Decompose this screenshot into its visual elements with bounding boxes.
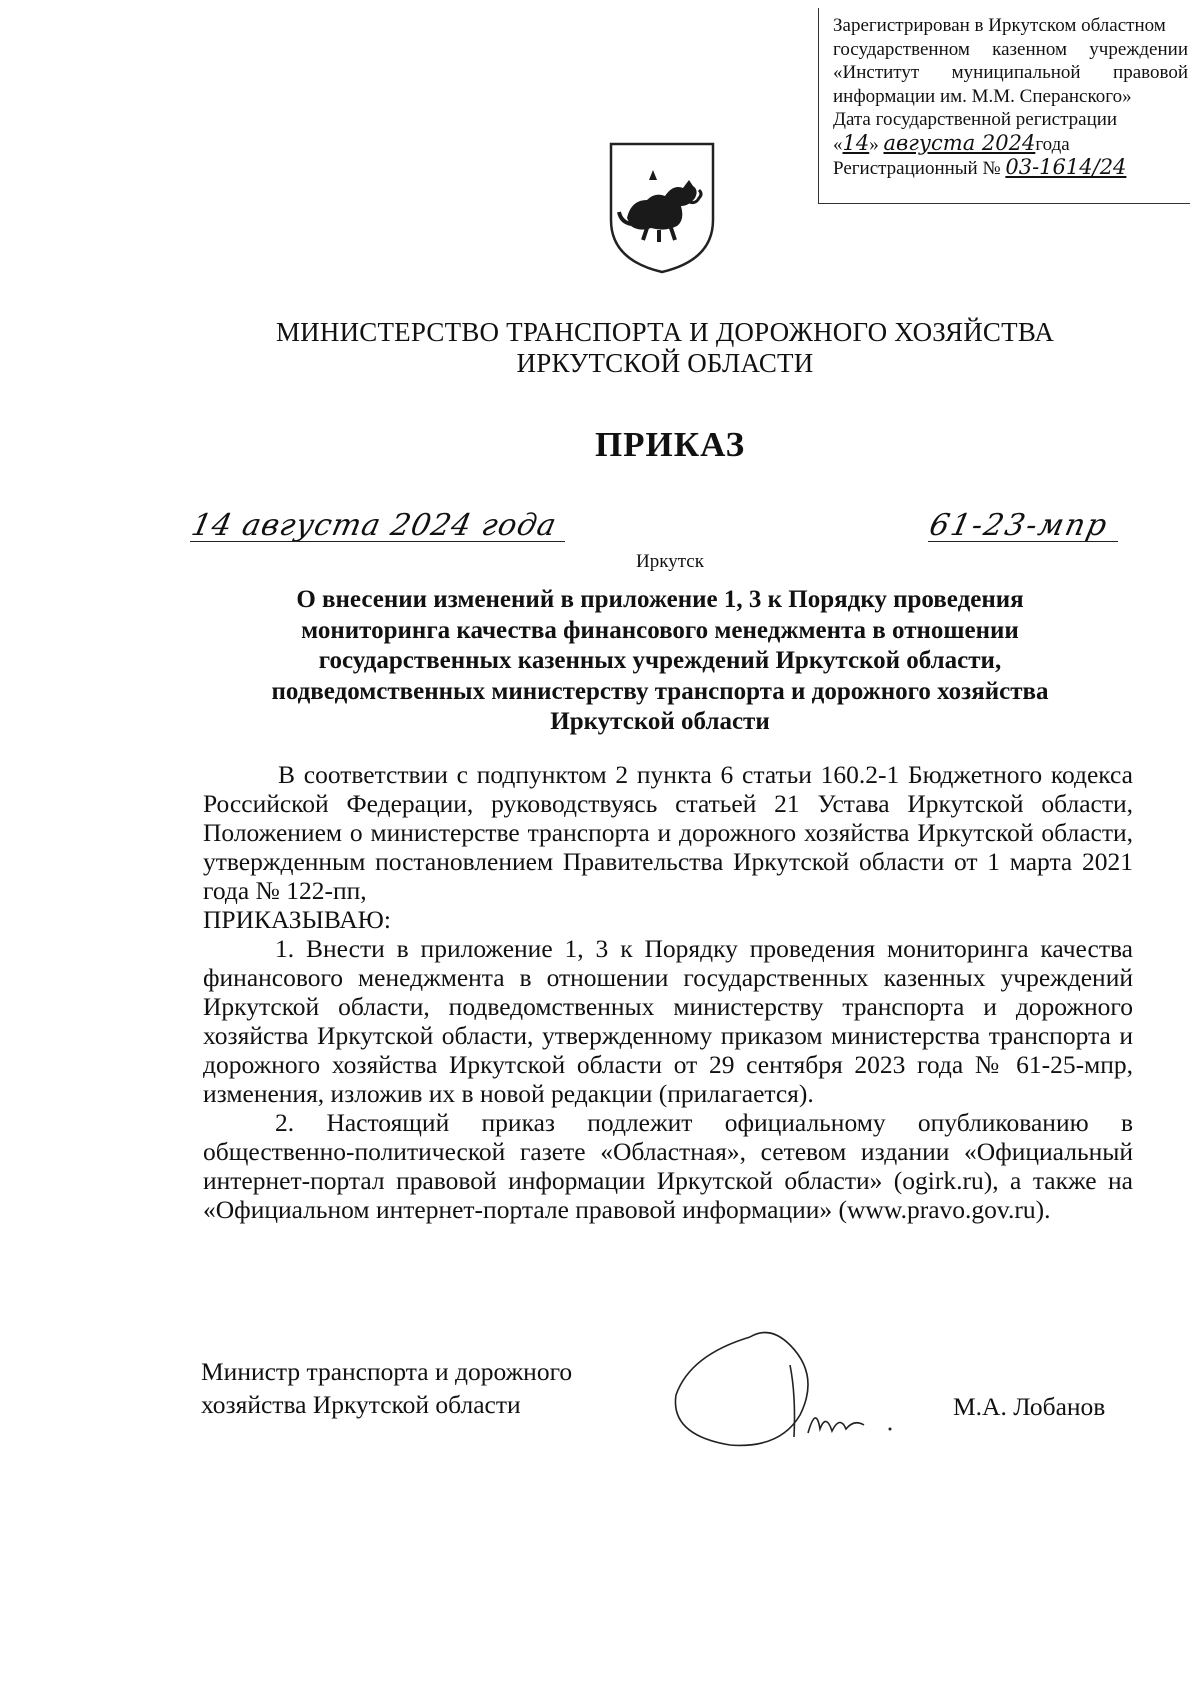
stamp-line-5: Дата государственной регистрации [833,109,1118,130]
stamp-date-mid: » [869,133,879,155]
preamble-paragraph: В соответствии с подпунктом 2 пункта 6 статьи 160.2-1 Бюджетного кодекса Российской Федерации, руководствуясь статьей 21 Устава Иркутской области, Положением о министерстве транспорта и дорожного хозяйства Иркутской области, утвержденным постановлением Правительства Иркутской области от 1 марта 2021 года № 122-пп, [203,760,1133,905]
stamp-date-month-year: августа 2024 [883,130,1036,155]
stamp-reg-number: 03-1614/24 [1005,155,1127,179]
order-item-2: 2. Настоящий приказ подлежит официальному опубликованию в общественно-политической газете «Областная», сетевом издании «Официальный интернет-портал правовой информации Иркутской области» (ogirk.ru), а также на «Официальном интернет-портале правовой информации» (www.pravo.gov.ru). [203,1108,1133,1224]
stamp-reg-line [833,156,1190,181]
stamp-date-suffix: года [1035,133,1070,155]
registration-stamp [818,8,1190,204]
order-word: ПРИКАЗЫВАЮ: [203,905,391,934]
subject-line-2: мониторинга качества финансового менеджмента в отношении [301,616,1019,644]
stamp-date-prefix: « [833,133,843,155]
document-subject [190,585,1130,738]
stamp-date-line [833,132,1190,157]
signatory-title [201,1355,572,1421]
document-body [203,760,1133,1224]
stamp-line-4: информации им. М.М. Сперанского» [833,85,1132,107]
signatory-name: М.А. Лобанов [953,1392,1106,1421]
city: Иркутск [636,551,704,572]
stamp-line-2: государственном казенном учреждении [833,38,1188,60]
subject-line-1: О внесении изменений в приложение 1, 3 к Порядку проведения [296,586,1024,613]
handwritten-signature [670,1325,940,1455]
date-underline [190,541,565,542]
stamp-line-3: «Институт муниципальной правовой [833,62,1188,83]
stamp-date-day: 14 [842,130,870,155]
ministry-line-2: ИРКУТСКОЙ ОБЛАСТИ [516,348,814,378]
handwritten-number: 61-23-мпр [926,508,1112,543]
signatory-title-line-2: хозяйства Иркутской области [201,1390,521,1419]
stamp-reg-label: Регистрационный № [833,158,1001,179]
number-underline [928,541,1118,542]
subject-line-3: государственных казенных учреждений Иркутской области, [318,647,1002,674]
subject-line-5: Иркутской области [550,708,770,735]
irkutsk-coat-of-arms-icon [607,140,717,276]
signatory-title-line-1: Министр транспорта и дорожного [201,1357,573,1386]
subject-line-4: подведомственных министерству транспорта и дорожного хозяйства [271,677,1049,705]
document-type: ПРИКАЗ [594,425,746,464]
order-item-1: 1. Внести в приложение 1, 3 к Порядку проведения мониторинга качества финансового менеджмента в отношении государственных казенных учреждений Иркутской области, подведомственных министерству транспорта и дорожного хозяйства Иркутской области, утвержденному приказом министерства транспорта и дорожного хозяйства Иркутской области от 29 сентября 2023 года № 61-25-мпр, изменения, изложив их в новой редакции (прилагается). [203,934,1133,1108]
ministry-name [0,317,1200,379]
ministry-line-1: МИНИСТЕРСТВО ТРАНСПОРТА И ДОРОЖНОГО ХОЗЯЙСТВА [275,317,1055,347]
stamp-line-1: Зарегистрирован в Иркутском областном [833,15,1166,36]
handwritten-date: 14 августа 2024 года [188,508,561,543]
